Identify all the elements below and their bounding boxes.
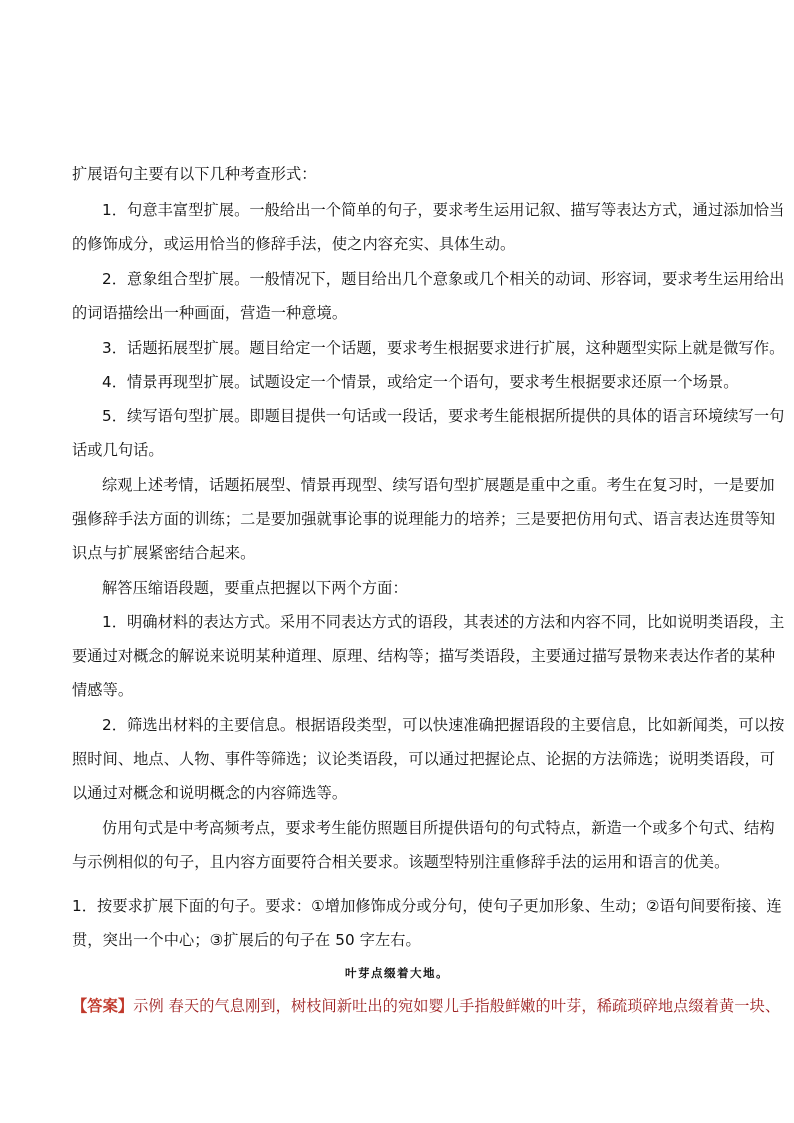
summary-line3: 识点与扩展紧密结合起来。: [72, 544, 256, 562]
imitate-line1: 仿用句式是中考高频考点，要求考生能仿照题目所提供语句的句式特点，新造一个或多个句式、结构: [102, 819, 775, 837]
sample-sentence: 叶芽点缀着大地。: [345, 966, 449, 980]
intro-item4: 4．情景再现型扩展。试题设定一个情景，或给定一个语句，要求考生根据要求还原一个场景。: [102, 373, 739, 391]
intro-item5-line2: 话或几句话。: [72, 441, 164, 459]
answer-line: [72, 996, 780, 1016]
intro-title: 扩展语句主要有以下几种考查形式：: [72, 165, 317, 183]
summary-line1: 综观上述考情，话题拓展型、情景再现型、续写语句型扩展题是重中之重。考生在复习时，一是要加: [102, 476, 775, 494]
intro-item1-line1: 1．句意丰富型扩展。一般给出一个简单的句子，要求考生运用记叙、描写等表达方式，通过添加恰当: [102, 201, 785, 219]
question-line1: 1．按要求扩展下面的句子。要求：①增加修饰成分或分句，使句子更加形象、生动；②语句间要衔接、连: [72, 897, 782, 915]
compress-title: 解答压缩语段题，要重点把握以下两个方面：: [102, 579, 408, 597]
compress-item2-line1: 2．筛选出材料的主要信息。根据语段类型，可以快速准确把握语段的主要信息，比如新闻类，可以按: [102, 716, 785, 734]
intro-item3: 3．话题拓展型扩展。题目给定一个话题，要求考生根据要求进行扩展，这种题型实际上就是微写作。: [102, 339, 785, 357]
intro-item2-line1: 2．意象组合型扩展。一般情况下，题目给出几个意象或几个相关的动词、形容词，要求考生运用给出: [102, 270, 785, 288]
answer-tag: 【答案】: [72, 997, 134, 1015]
intro-item5-line1: 5．续写语句型扩展。即题目提供一句话或一段话，要求考生能根据所提供的具体的语言环境续写一句: [102, 407, 785, 425]
compress-item1-line3: 情感等。: [72, 681, 134, 699]
answer-text: 示例 春天的气息刚到，树枝间新吐出的宛如婴儿手指般鲜嫩的叶芽，稀疏琐碎地点缀着黄一块、: [133, 997, 781, 1015]
compress-item2-line3: 以通过对概念和说明概念的内容筛选等。: [72, 784, 348, 802]
compress-item1-line1: 1．明确材料的表达方式。采用不同表达方式的语段，其表述的方法和内容不同，比如说明类语段，主: [102, 613, 785, 631]
intro-item1-line2: 的修饰成分，或运用恰当的修辞手法，使之内容充实、具体生动。: [72, 235, 516, 253]
question-line2: 贯，突出一个中心；③扩展后的句子在 50 字左右。: [72, 931, 421, 949]
summary-line2: 强修辞手法方面的训练；二是要加强就事论事的说理能力的培养；三是要把仿用句式、语言表达连贯等知: [72, 510, 776, 528]
compress-item2-line2: 照时间、地点、人物、事件等筛选；议论类语段，可以通过把握论点、论据的方法筛选；说明类语段，可: [72, 750, 776, 768]
intro-item2-line2: 的词语描绘出一种画面，营造一种意境。: [72, 304, 348, 322]
compress-item1-line2: 要通过对概念的解说来说明某种道理、原理、结构等；描写类语段，主要通过描写景物来表达作者的某种: [72, 647, 776, 665]
imitate-line2: 与示例相似的句子，且内容方面要符合相关要求。该题型特别注重修辞手法的运用和语言的优美。: [72, 853, 730, 871]
